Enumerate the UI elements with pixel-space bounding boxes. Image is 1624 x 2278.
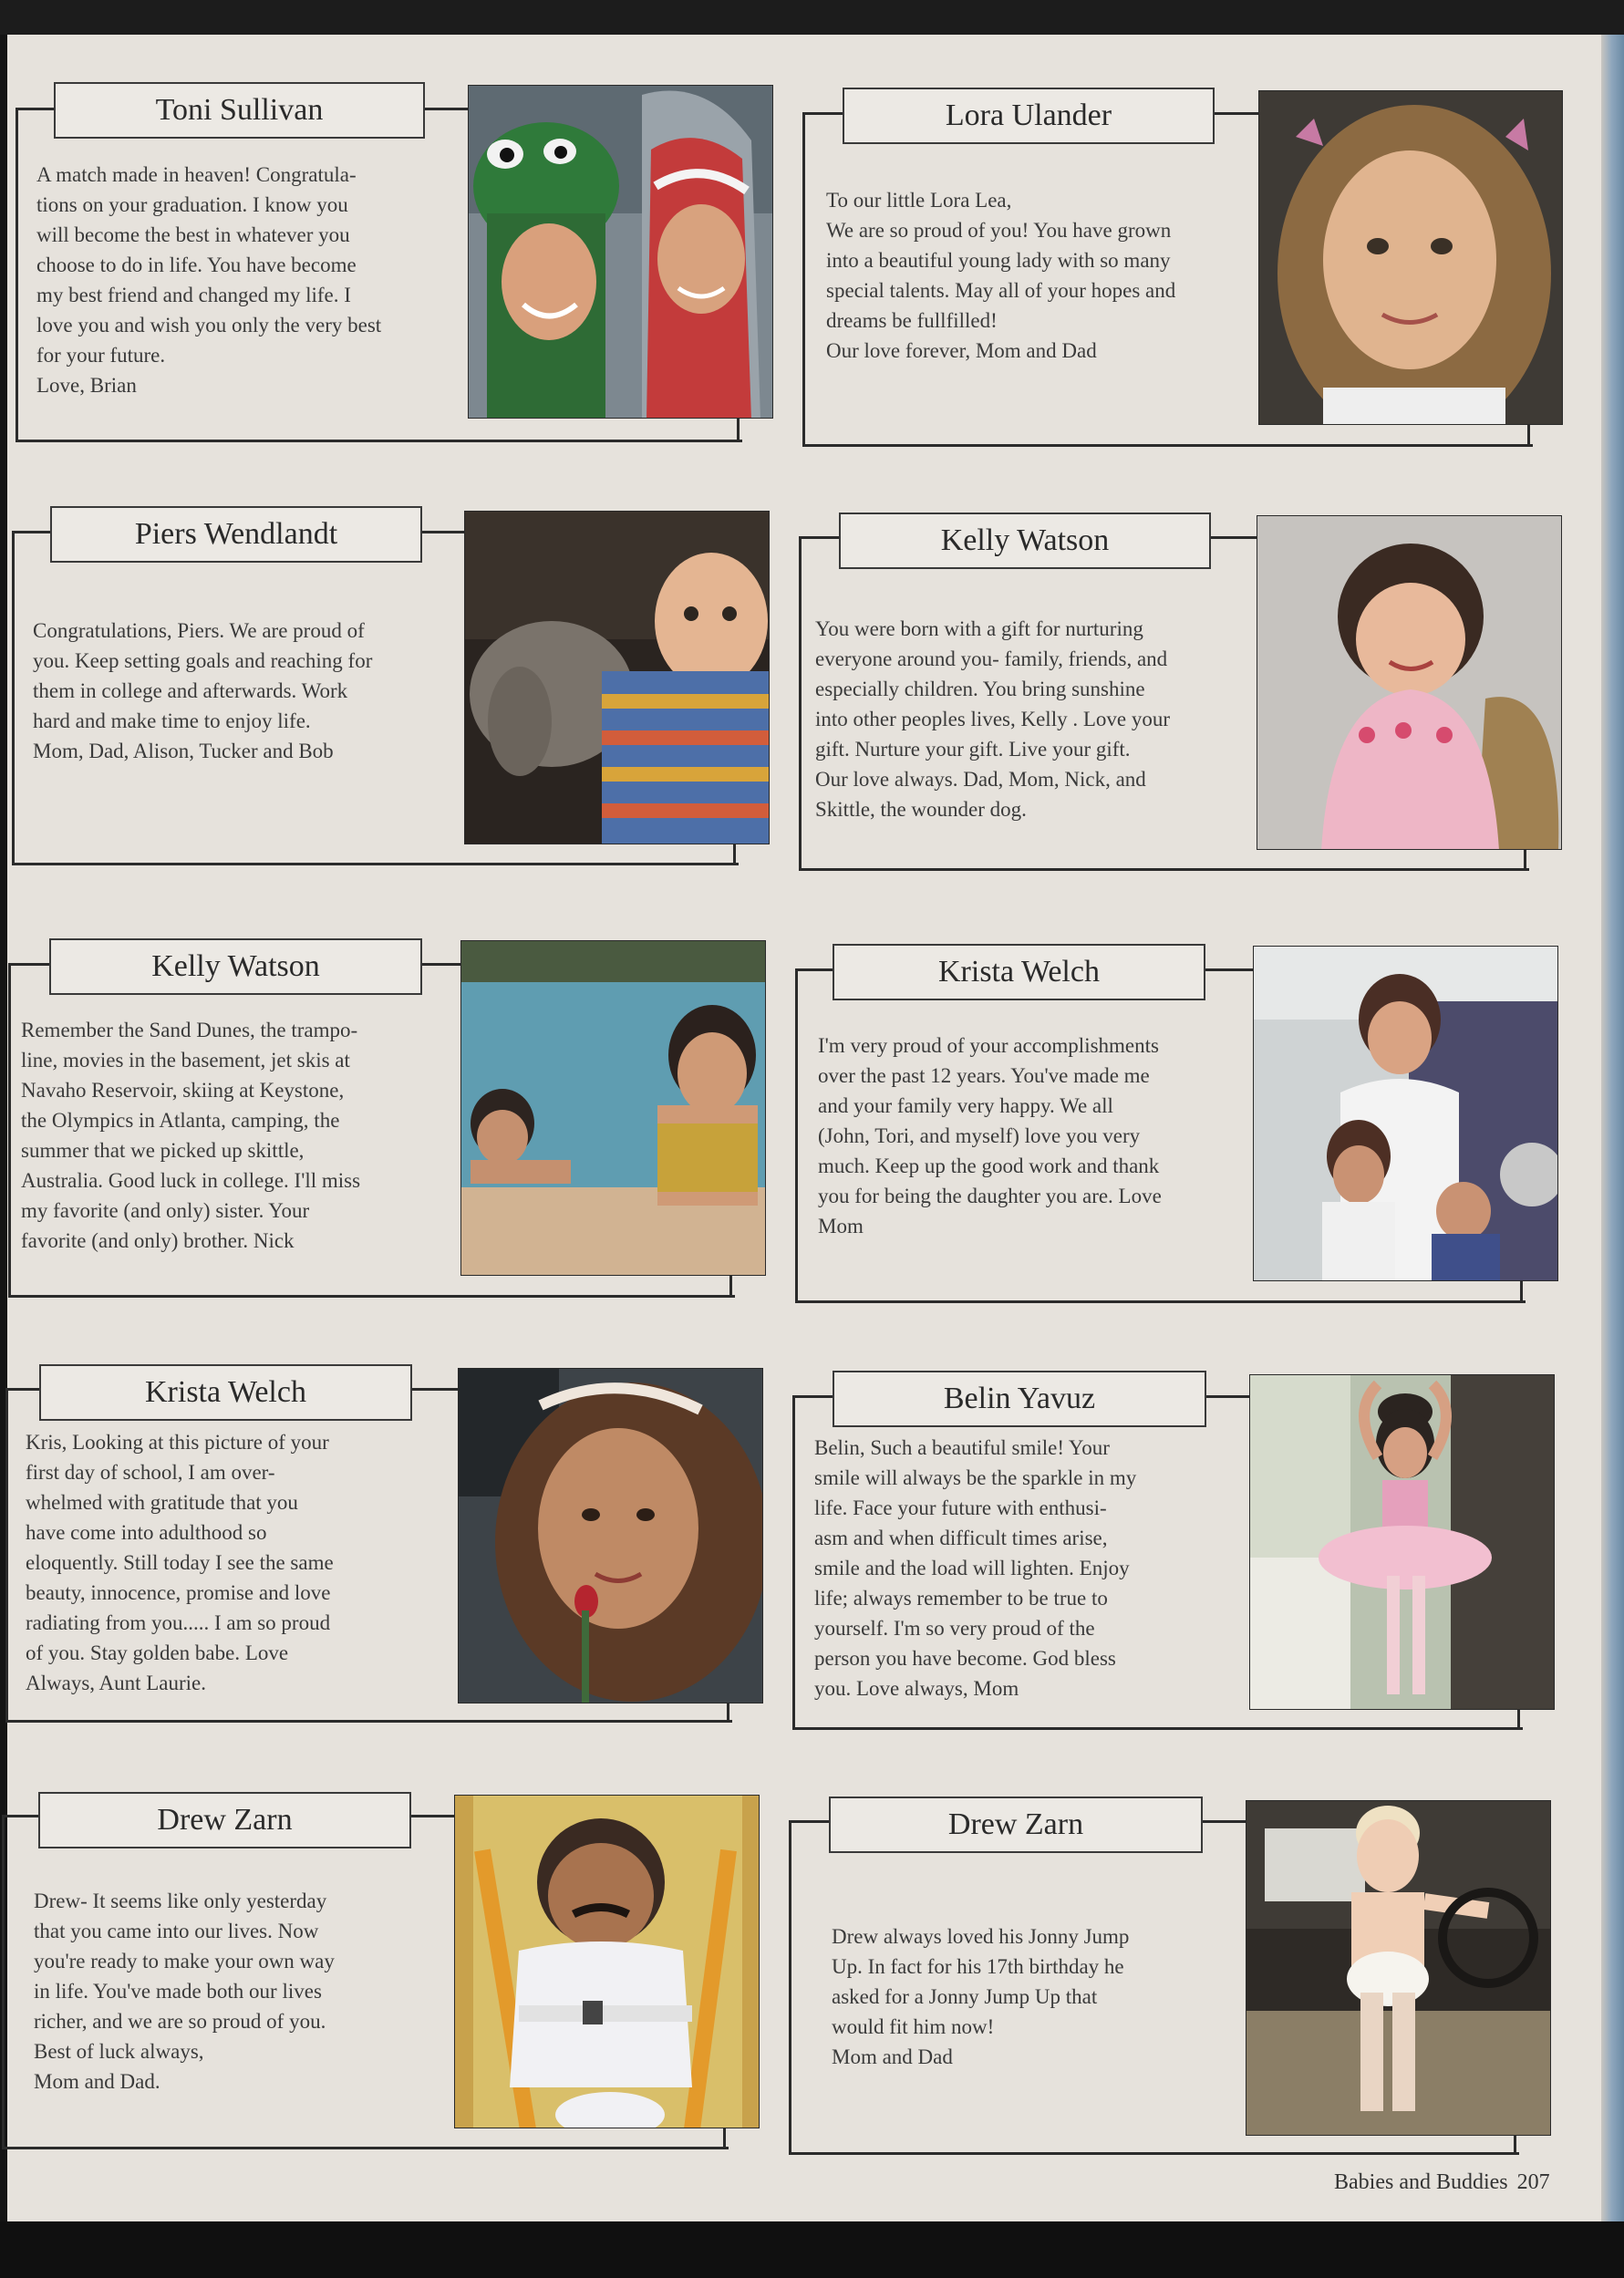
photo-lora-child [1258, 90, 1563, 425]
message-text: To our little Lora Lea, We are so proud of you! You have grown into a beautiful young lady with so many special talents. May all of your hopes and dreams be fullfilled! Our love forever, Mom and Dad [826, 189, 1176, 362]
photo-friends-costumes [468, 85, 773, 419]
message-text: Remember the Sand Dunes, the trampo- line, movies in the basement, jet skis at Navaho Reservoir, skiing at Keystone, the Olympics in Atlanta, camping, the summer that we picked up skittle, Australia. Good luck in college. I'll miss my favorite (and only) sister. Your favorite (and only) brother. Nick [21, 1019, 361, 1252]
message-text: A match made in heaven! Congratula- tions on your graduation. I know you will become the best in whatever you choose to do in life. You have become my best friend and changed my life. I love you and wish you only the very best for your future. Love, Brian [36, 163, 382, 397]
student-name: Krista Welch [833, 944, 1205, 1000]
message-text: Drew- It seems like only yesterday that you came into our lives. Now you're ready to make your own way in life. You've made both our lives richer, and we are so proud of you. Best of luck always, Mom and Dad. [34, 1890, 335, 2093]
message-text: Kris, Looking at this picture of your first day of school, I am over- whelmed with gratitude that you have come into adulthood so eloquently. Still today I see the same beauty, innocence, promise and love radiating from you..... I am so proud of you. Stay golden babe. Love Always, Aunt Laurie. [26, 1431, 334, 1694]
page-footer [1334, 2170, 1550, 2195]
student-name: Kelly Watson [839, 513, 1211, 569]
photo-belin-ballet [1249, 1374, 1555, 1710]
photo-drew-baby-mustache [454, 1795, 760, 2128]
student-name: Belin Yavuz [833, 1371, 1206, 1427]
student-name: Kelly Watson [49, 938, 422, 995]
message-text: Belin, Such a beautiful smile! Your smile will always be the sparkle in my life. Face your future with enthusi- asm and when difficult times arise, smile and the load will lighten. Enjoy life; always remember to be true to yourself. I'm so very proud of the person you have become. God bless you. Love always, Mom [814, 1436, 1137, 1700]
photo-kelly-child [1257, 515, 1562, 850]
photo-krista-first-day [458, 1368, 763, 1703]
scan-top-edge [0, 0, 1624, 35]
student-name: Drew Zarn [829, 1797, 1203, 1853]
student-name: Lora Ulander [843, 88, 1215, 144]
message-text: You were born with a gift for nurturing everyone around you- family, friends, and especially children. You bring sunshine into other peoples lives, Kelly . Love your gift. Nurture your gift. Live your gift. Our love always. Dad, Mom, Nick, and Skittle, the wounder dog. [815, 617, 1171, 821]
message-text: Congratulations, Piers. We are proud of you. Keep setting goals and reaching for them in college and afterwards. Work hard and make time to enjoy life. Mom, Dad, Alison, Tucker and Bob [33, 619, 373, 762]
student-name: Drew Zarn [38, 1792, 411, 1848]
student-name: Piers Wendlandt [50, 506, 422, 563]
photo-siblings-pool [460, 940, 766, 1276]
message-text: Drew always loved his Jonny Jump Up. In fact for his 17th birthday he asked for a Jonny Jump Up that would fit him now! Mom and Dad [832, 1925, 1130, 2068]
page-right-edge [1601, 35, 1624, 2221]
scan-bottom-edge [0, 2221, 1624, 2278]
message-text: I'm very proud of your accomplishments over the past 12 years. You've made me and your family very happy. We all (John, Tori, and myself) love you very much. Keep up the good work and thank you for being the daughter you are. Love Mom [818, 1034, 1162, 1237]
student-name: Krista Welch [39, 1364, 412, 1421]
student-name: Toni Sullivan [54, 82, 425, 139]
section-title: Babies and Buddies [1334, 2170, 1508, 2194]
photo-baby-with-dog [464, 511, 770, 844]
page-number: 207 [1516, 2170, 1550, 2194]
photo-drew-jump-up [1246, 1800, 1551, 2136]
photo-family-car [1253, 946, 1558, 1281]
